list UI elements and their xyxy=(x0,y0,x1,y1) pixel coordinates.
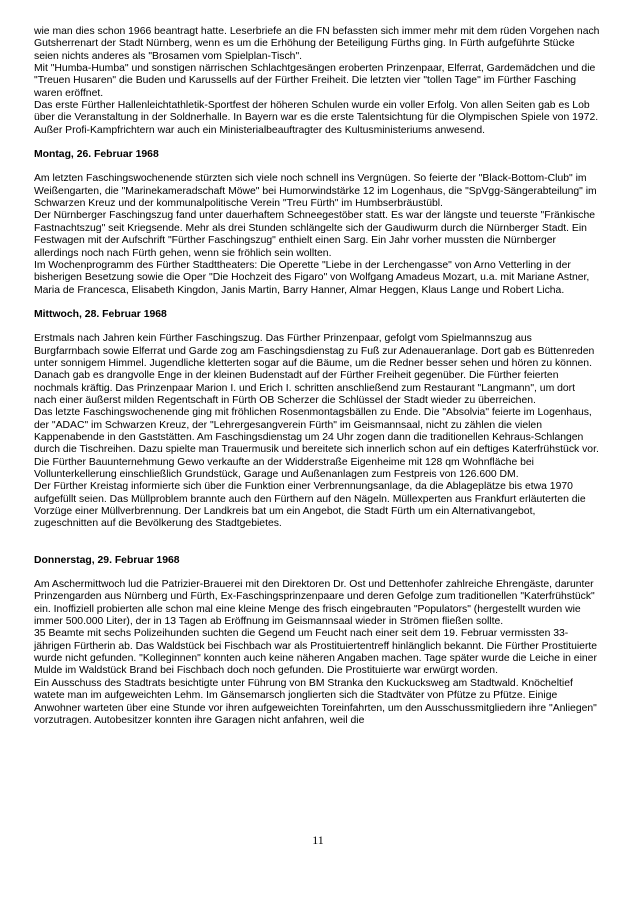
section-paragraph: Am Aschermittwoch lud die Patrizier-Brauerei mit den Direktoren Dr. Ost und Dettenhofer zahlreiche Ehrengäste, darunter Prinzengarden aus Nürnberg und Fürth, Ex-Faschingsprinzenpaare und deren Gefolge zum traditionellen "Katerfrühstück" ein. Inoffiziell probierten alle schon mal eine kleine Menge des frisch eingebrauten "Populators" (hergestellt wurden wie immer 500.000 Liter), der in 13 Tagen ab Eröffnung im Geismannsaal wieder in Strömen fließen sollte. xyxy=(34,579,595,628)
section-paragraph: Erstmals nach Jahren kein Fürther Faschingszug. Das Fürther Prinzenpaar, gefolgt vom Spielmannszug aus Burgfarrnbach sowie Elferrat und Garde zog am Faschingsdienstag zu Fuß zur Adenaueranlage. Dort gab es Büttenreden unter sonnigem Himmel. Jugendliche kletterten sogar auf die Bäume, um die Redner besser sehen und hören zu können. Danach gab es drangvolle Enge in der kleinen Budenstadt auf der Fürther Freiheit gegenüber. Die Fürther feierten nochmals kräftig. Das Prinzenpaar Marion I. und Erich I. schritten anschließend zum Restaurant "Langmann", um dort nach einer äußerst milden Regentschaft in Fürth OB Scherzer die Schlüssel der Stadt wieder zu überreichen. xyxy=(34,333,595,406)
section-paragraph: Am letzten Faschingswochenende stürzten sich viele noch schnell ins Vergnügen. So feierte der "Black-Bottom-Club" im Weißengarten, die "Marinekameradschaft Möwe" bei Humorwindstärke 12 im Logenhaus, die "SpVgg-Sängerabteilung" im Schwarzen Kreuz und der kommunalpolitische Verein "Treu Fürth" im Humbserbräustübl. xyxy=(34,173,597,210)
section-heading: Montag, 26. Februar 1968 xyxy=(34,149,159,161)
intro-paragraph: Mit "Humba-Humba" und sonstigen närrischen Schlachtgesängen eroberten Prinzenpaar, Elferrat, Gardemädchen und die "Treuen Husaren" die Buden und Karussells auf der Fürther Freiheit. Die letzten vier "tollen Tage" im Fürther Fasching waren eröffnet. xyxy=(34,63,596,99)
section-paragraph: Im Wochenprogramm des Fürther Stadttheaters: Die Operette "Liebe in der Lerchengasse" von Arno Vetterling in der bisherigen Besetzung sowie die Oper "Die Hochzeit des Figaro" von Wolfgang Amadeus Mozart, u.a. mit Mariane Astner, Maria de Francesca, Elisabeth Kingdon, Janis Martin, Barry Hanner, Almar Heggen, Klaus Lange und Robert Licha. xyxy=(34,259,590,296)
section-body xyxy=(34,173,600,296)
section-paragraph: Der Fürther Kreistag informierte sich über die Funktion einer Verbrennungsanlage, da die Ablageplätze bis etwa 1970 aufgefüllt seien. Das Müllproblem brannte auch den Fürthern auf den Nägeln. Müllexperten aus Frankfurt erläuterten die Vorzüge einer Müllverbrennung. Der Landkreis bat um ein Angebot, die Stadt Fürth um ein Alternativangebot, zugeschnitten auf die Bevölkerung des Stadtgebietes. xyxy=(34,481,586,530)
section-heading: Mittwoch, 28. Februar 1968 xyxy=(34,308,167,320)
intro-section xyxy=(34,26,600,137)
page-number: 11 xyxy=(312,833,324,847)
section-paragraph: Der Nürnberger Faschingszug fand unter dauerhaftem Schneegestöber statt. Es war der längste und teuerste "Fränkische Fastnachtszug" seit Kriegsende. Mehr als drei Stunden schlängelte sich der Gaudiwurm durch die Nürnberger Stadt. Ein Festwagen mit der Aufschrift "Fürther Faschingszug" enthielt einen Sarg. Ein Jahr vorher mussten die Nürnberger allerdings noch nach Fürth gehen, wenn sie fröhlich sein wollten. xyxy=(34,210,596,259)
section-paragraph: Ein Ausschuss des Stadtrats besichtigte unter Führung von BM Stranka den Kuckucksweg am Stadtwald. Knöcheltief watete man im aufgeweichten Lehm. Im Gänsemarsch jonglierten sich die Stadtväter von Pfütze zu Pfütze. Einige Anwohner warteten über eine Stunde vor ihren aufgeweichten Toreinfahrten, um den Ausschussmitgliedern ihre "Anliegen" vorzutragen. Autobesitzer konnten ihre Garagen nicht anfahren, weil die xyxy=(34,677,597,726)
section-paragraph: 35 Beamte mit sechs Polizeihunden suchten die Gegend um Feucht nach einer seit dem 19. Februar vermissten 33-jährigen Fürtherin ab. Das Waldstück bei Fischbach war als Prostituiertentreff hinlänglich bekannt. Die Fürther Prostituierte wurde nicht gefunden. "Kolleginnen" konnten auch keine näheren Angaben machen. Tage später wurde die Leiche in einer Mulde im Waldstück Brand bei Fischbach doch noch gefunden. Die Prostituierte war erwürgt worden. xyxy=(34,628,598,677)
section-body xyxy=(34,333,600,531)
section-wednesday xyxy=(34,309,600,531)
section-heading: Donnerstag, 29. Februar 1968 xyxy=(34,554,180,566)
section-monday xyxy=(34,149,600,297)
section-paragraph: Die Fürther Bauunternehmung Gewo verkaufte an der Widderstraße Eigenheime mit 128 qm Wohnfläche bei Vollunterkellerung einschließlich Grundstück, Garage und Außenanlagen zum Festpreis von 126.600 DM. xyxy=(34,456,534,480)
section-body xyxy=(34,579,600,727)
intro-paragraph: wie man dies schon 1966 beantragt hatte. Leserbriefe an die FN befassten sich immer mehr mit dem rüden Vorgehen nach Gutsherrenart der Stadt Nürnberg, wenn es um die Erhöhung der Beteiligung Fürths ging. In Fürth aufgeführte Stücke seien nichts anderes als "Brosamen vom Spielplan-Tisch". xyxy=(34,26,600,62)
intro-paragraph: Das erste Fürther Hallenleichtathletik-Sportfest der höheren Schulen wurde ein voller Erfolg. Von allen Seiten gab es Lob über die Veranstaltung in der Soldnerhalle. In Bayern war es die erste Talentsichtung für die Olympischen Spiele von 1972. Außer Profi-Kampfrichtern war auch ein Ministerialbeauftragter des Kultusministeriums anwesend. xyxy=(34,100,599,136)
section-thursday xyxy=(34,555,600,727)
section-paragraph: Das letzte Faschingswochenende ging mit fröhlichen Rosenmontagsbällen zu Ende. Die "Absolvia" feierte im Logenhaus, der "ADAC" im Schwarzen Kreuz, der "Lehrergesangverein Fürth" im Geismannsaal, nicht zu zählen die vielen Kappenabende in den Gaststätten. Am Faschingsdienstag um 24 Uhr zogen dann die traditionellen Kehraus-Schlangen durch die Tischreihen. Dazu spielte man Trauermusik und bereitete sich innerlich schon auf ein deftiges Katerfrühstück vor. xyxy=(34,407,599,456)
